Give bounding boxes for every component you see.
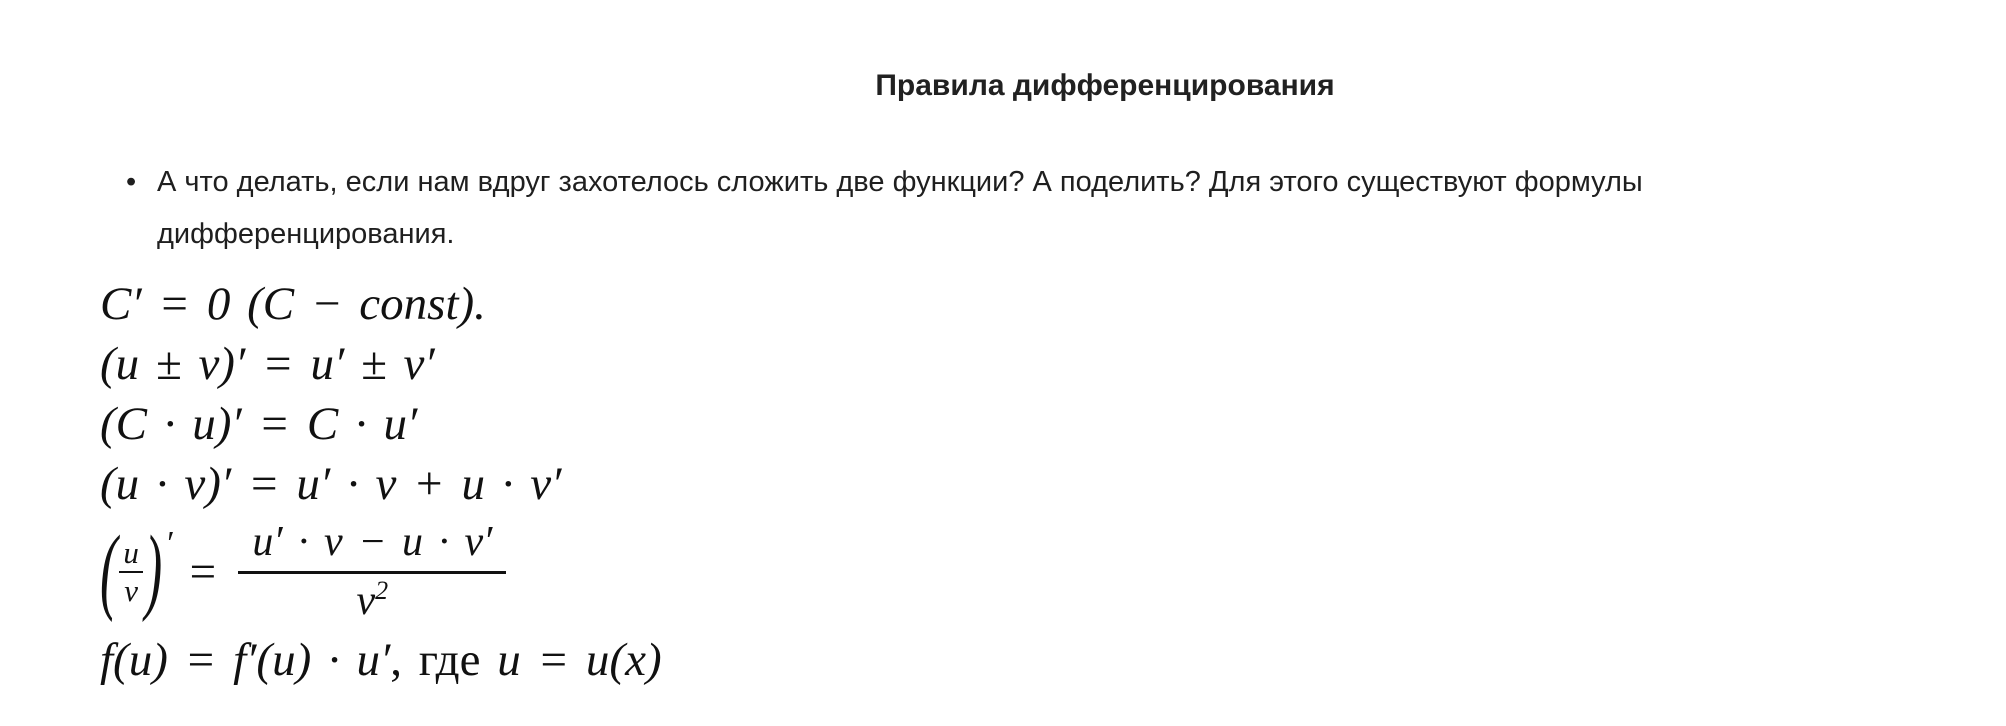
lhs-fraction-numerator: u <box>119 537 143 573</box>
formula-constant-rule: C′ = 0 (C − const). <box>100 278 486 330</box>
rhs-fraction-denominator <box>356 574 388 624</box>
prime-mark: ′ <box>165 525 173 562</box>
chain-rule-text-connector: , где <box>390 634 498 686</box>
formula-sum-rule: (u ± v)′ = u′ ± v′ <box>100 338 435 390</box>
lhs-fraction <box>119 537 143 606</box>
bullet-marker: • <box>126 166 137 198</box>
chain-rule-math-after: u = u(x) <box>497 634 662 686</box>
denominator-exponent: 2 <box>375 576 389 605</box>
formula-constant-multiple-rule: (C · u)′ = C · u′ <box>100 398 418 450</box>
open-paren: ( <box>100 518 118 624</box>
formula-product-rule: (u · v)′ = u′ · v + u · v′ <box>100 458 562 510</box>
formula-chain-rule <box>100 630 2006 690</box>
chain-rule-math-before: f(u) = f′(u) · u′ <box>100 634 391 686</box>
rhs-fraction-numerator: u′ · v − u · v′ <box>238 520 506 574</box>
list-item <box>100 156 2006 260</box>
formula-quotient-rule <box>100 514 2006 630</box>
formula-block <box>100 274 2006 690</box>
rhs-fraction <box>238 520 506 625</box>
denominator-base: v <box>356 578 376 624</box>
bullet-list <box>100 156 2006 260</box>
close-paren: ) <box>144 518 163 624</box>
equals-sign: = <box>186 546 219 598</box>
page-title: Правила дифференцирования <box>875 69 1335 102</box>
lhs-fraction-denominator: v <box>124 573 138 608</box>
bullet-text: А что делать, если нам вдруг захотелось сложить две функции? А поделить? Для этого существуют формулы дифференцирования. <box>157 166 1643 250</box>
